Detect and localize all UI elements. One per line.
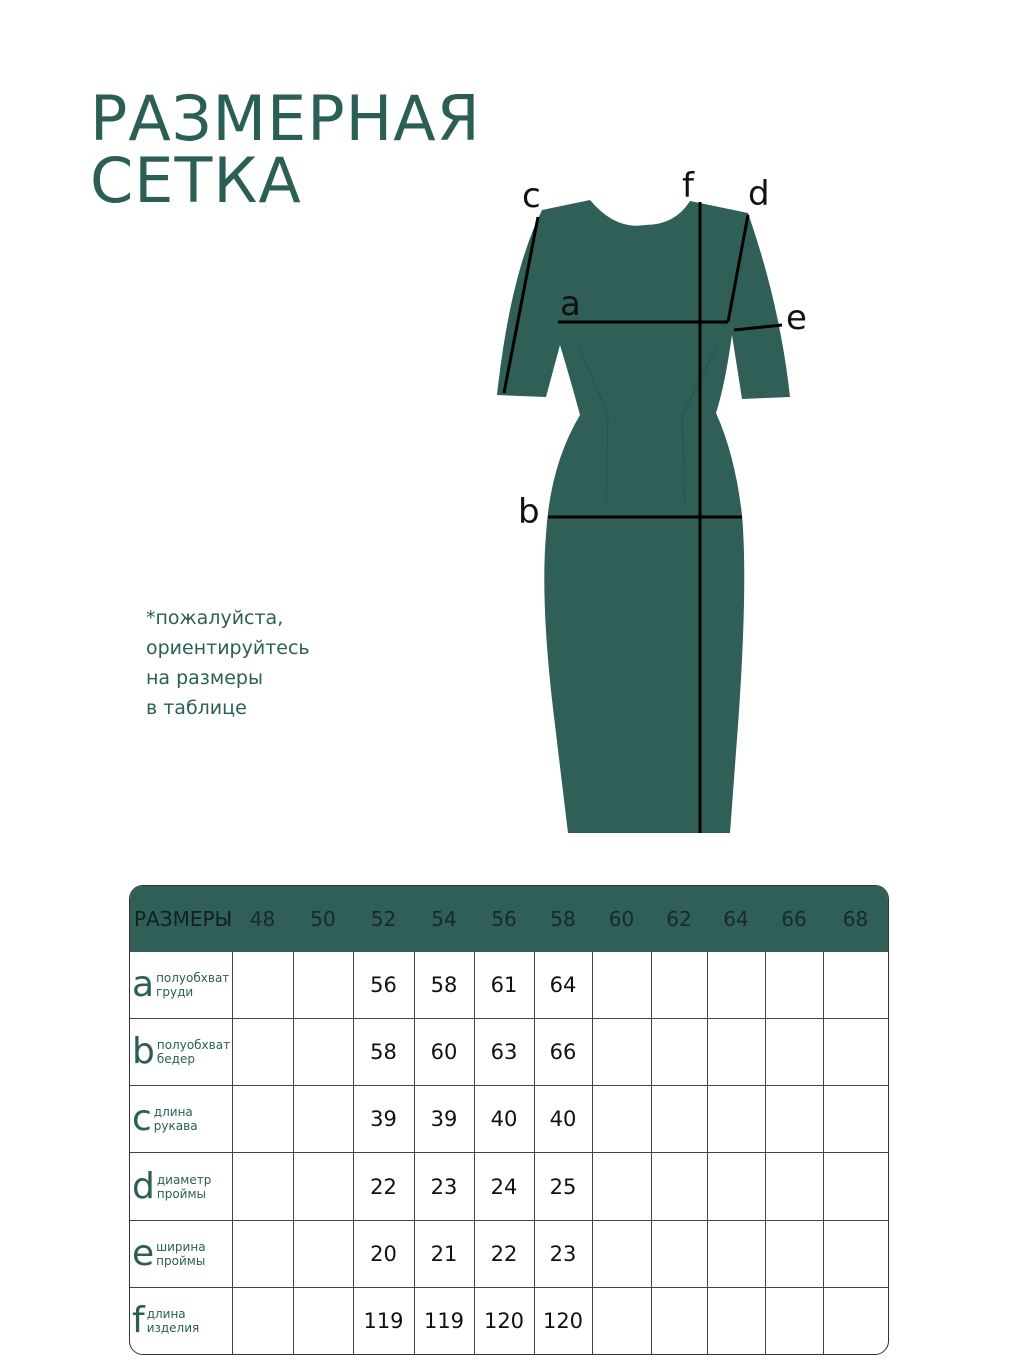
table-cell <box>592 1220 651 1287</box>
table-cell <box>651 1288 707 1354</box>
row-measure-label <box>130 1153 232 1220</box>
measure-letter: b <box>132 1031 155 1073</box>
table-cell: 64 <box>534 952 592 1018</box>
measure-desc-line-2: проймы <box>156 1253 206 1268</box>
size-header: 68 <box>842 907 869 931</box>
table-cell: 40 <box>534 1086 592 1153</box>
table-cell: 63 <box>474 1018 534 1085</box>
table-cell <box>651 952 707 1018</box>
table-cell <box>651 1153 707 1220</box>
table-cell <box>293 952 353 1018</box>
table-cell <box>765 1153 823 1220</box>
table-cell <box>823 1288 888 1354</box>
label-d: d <box>748 174 770 214</box>
table-cell: 39 <box>353 1086 414 1153</box>
table-row <box>130 1086 888 1153</box>
note-line-3: на размеры <box>146 667 263 689</box>
measure-desc-line-1: длина <box>153 1105 193 1120</box>
label-c: c <box>522 176 541 216</box>
measure-description <box>156 1240 205 1268</box>
measure-desc-line-2: рукава <box>153 1119 198 1134</box>
measure-desc-line-2: проймы <box>156 1186 206 1201</box>
measure-desc-line-1: полуобхват <box>156 970 230 985</box>
table-cell <box>592 1153 651 1220</box>
size-note <box>146 603 310 723</box>
header-label: РАЗМЕРЫ <box>134 907 233 931</box>
table-cell <box>293 1086 353 1153</box>
table-cell <box>707 1288 765 1354</box>
table-cell: 66 <box>534 1018 592 1085</box>
table-cell: 22 <box>353 1153 414 1220</box>
size-table-grid <box>130 886 888 1354</box>
size-header: 48 <box>249 907 276 931</box>
label-a: a <box>560 284 581 324</box>
table-row <box>130 952 888 1018</box>
measure-letter: e <box>132 1232 155 1274</box>
page-title <box>90 82 481 217</box>
table-cell: 119 <box>414 1288 474 1354</box>
measure-desc-line-1: полуобхват <box>156 1038 231 1053</box>
table-cell: 58 <box>353 1018 414 1085</box>
table-cell <box>765 1288 823 1354</box>
measure-description <box>147 1307 200 1335</box>
measure-desc-line-1: длина <box>146 1307 186 1322</box>
measure-desc-line-2: груди <box>156 984 194 999</box>
note-line-4: в таблице <box>146 697 247 719</box>
table-cell <box>293 1018 353 1085</box>
table-cell <box>232 1086 293 1153</box>
table-cell: 61 <box>474 952 534 1018</box>
measure-letter: d <box>132 1165 155 1207</box>
table-cell: 25 <box>534 1153 592 1220</box>
table-cell: 119 <box>353 1288 414 1354</box>
note-line-1: *пожалуйста, <box>146 607 284 629</box>
measure-description <box>154 1105 198 1133</box>
table-cell <box>232 1018 293 1085</box>
table-cell: 20 <box>353 1220 414 1287</box>
measure-desc-line-1: диаметр <box>156 1172 212 1187</box>
row-measure-label <box>130 1086 232 1153</box>
table-cell <box>765 952 823 1018</box>
note-line-2: ориентируйтесь <box>146 637 310 659</box>
measure-description <box>156 971 229 999</box>
table-cell: 23 <box>414 1153 474 1220</box>
table-cell <box>823 952 888 1018</box>
table-cell: 22 <box>474 1220 534 1287</box>
table-cell <box>651 1018 707 1085</box>
table-row <box>130 1153 888 1220</box>
table-cell <box>293 1153 353 1220</box>
table-cell <box>232 952 293 1018</box>
size-header: 64 <box>723 907 749 931</box>
size-header: 66 <box>781 907 807 931</box>
size-table <box>129 885 889 1355</box>
table-cell <box>765 1220 823 1287</box>
table-cell <box>592 1018 651 1085</box>
table-cell <box>592 952 651 1018</box>
table-cell: 58 <box>414 952 474 1018</box>
table-cell <box>592 1288 651 1354</box>
size-header: 60 <box>608 907 635 931</box>
row-measure-label <box>130 1220 232 1287</box>
table-cell <box>232 1288 293 1354</box>
table-cell: 120 <box>534 1288 592 1354</box>
table-cell <box>592 1086 651 1153</box>
label-b: b <box>518 492 540 532</box>
table-cell <box>765 1018 823 1085</box>
size-header: 54 <box>431 907 457 931</box>
table-cell: 21 <box>414 1220 474 1287</box>
title-line-1: РАЗМЕРНАЯ <box>90 82 481 155</box>
size-header: 58 <box>550 907 576 931</box>
size-header: 50 <box>310 907 336 931</box>
table-cell: 23 <box>534 1220 592 1287</box>
table-row <box>130 1220 888 1287</box>
table-cell <box>823 1086 888 1153</box>
table-cell: 40 <box>474 1086 534 1153</box>
row-measure-label <box>130 1018 232 1085</box>
measure-desc-line-1: ширина <box>156 1239 206 1254</box>
title-line-2: СЕТКА <box>90 144 302 217</box>
table-cell: 120 <box>474 1288 534 1354</box>
row-measure-label <box>130 952 232 1018</box>
table-cell <box>651 1086 707 1153</box>
measure-desc-line-2: изделия <box>146 1321 200 1336</box>
table-cell <box>765 1086 823 1153</box>
row-measure-label <box>130 1288 232 1354</box>
table-cell: 39 <box>414 1086 474 1153</box>
table-cell: 60 <box>414 1018 474 1085</box>
label-e: e <box>786 298 807 338</box>
table-cell <box>707 1220 765 1287</box>
measure-desc-line-2: бедер <box>156 1052 195 1067</box>
table-cell <box>823 1220 888 1287</box>
table-cell: 56 <box>353 952 414 1018</box>
measure-letter: f <box>132 1300 145 1342</box>
table-header-row <box>130 886 888 952</box>
table-cell: 24 <box>474 1153 534 1220</box>
table-cell <box>707 1153 765 1220</box>
table-cell <box>293 1288 353 1354</box>
table-cell <box>707 952 765 1018</box>
table-row <box>130 1018 888 1085</box>
table-cell <box>823 1153 888 1220</box>
measure-letter: a <box>132 963 155 1005</box>
table-cell <box>232 1153 293 1220</box>
table-cell <box>293 1220 353 1287</box>
size-header: 62 <box>666 907 692 931</box>
size-header: 56 <box>491 907 517 931</box>
table-row <box>130 1288 888 1354</box>
measure-description <box>157 1038 230 1066</box>
table-cell <box>651 1220 707 1287</box>
table-cell <box>707 1086 765 1153</box>
table-cell <box>823 1018 888 1085</box>
table-body <box>130 952 888 1354</box>
table-cell <box>707 1018 765 1085</box>
table-cell <box>232 1220 293 1287</box>
label-f: f <box>682 166 694 206</box>
measure-letter: c <box>132 1098 152 1140</box>
size-header: 52 <box>370 907 397 931</box>
measure-description <box>157 1173 212 1201</box>
dress-illustration <box>480 165 840 845</box>
